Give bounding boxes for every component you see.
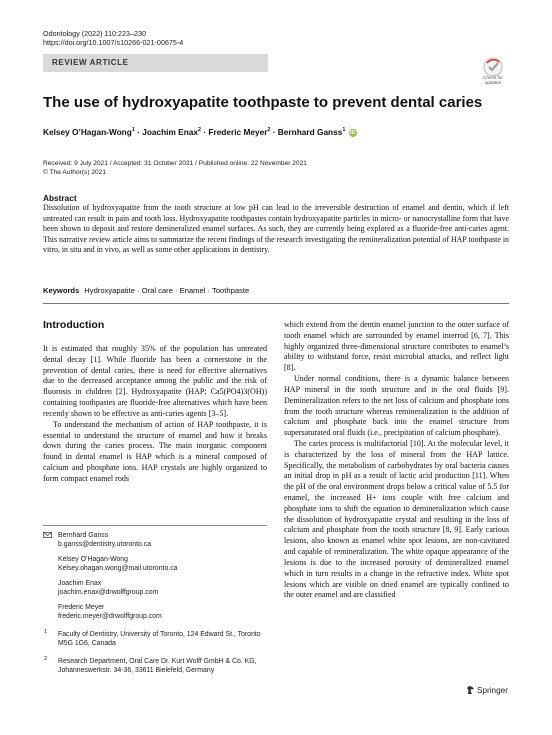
journal-citation: Odontology (2022) 110:223–230 [43, 29, 146, 38]
copyright-line: © The Author(s) 2021 [43, 169, 107, 176]
journal-header [43, 29, 183, 48]
article-title: The use of hydroxyapatite toothpaste to prevent dental caries [43, 94, 483, 111]
body-column-left [43, 344, 267, 485]
author-name[interactable]: Kelsey O’Hagan‑Wong [43, 127, 132, 137]
affiliation-note [43, 657, 267, 675]
contact-name: Frederic Meyer [58, 604, 105, 611]
author-contact [43, 603, 267, 621]
body-column-right [284, 320, 509, 601]
keywords-list: Hydroxyapatite · Oral care · Enamel · Toothpaste [84, 286, 250, 295]
publisher-name: Springer [477, 686, 508, 695]
affiliation-note [43, 630, 267, 648]
body-paragraph: The caries process is multifactorial [10]. At the molecular level, it is characterized by the loss of mineral from the HAP lattice. Specifically, the metabolism of carbohydrates by oral bacteria causes an initial drop in pH as a result of lactic acid production [11]. When the pH of the oral environment drops below a critical value of 5.5 for enamel, the increased H+ ions couple with free calcium and phosphate ions to shift the equation to demineralization which cause the dissolution of hydroxyapatite crystal and resulting in the loss of calcium and phosphate from the tooth structure [8, 9]. Early carious lesions, also known as enamel white spot lesions, are non-cavitated and capable of remineralization. The white opaque appearance of the lesions is due to the increased porosity of demineralized enamel which in turn results in a change in the refractive index. White spot lesions which are visible on dried enamel are typically confined to the outer enamel and are classified [284, 438, 509, 600]
affiliation-number: 2 [44, 656, 48, 662]
body-paragraph: Under normal conditions, there is a dynamic balance between HAP mineral in the tooth structure and in the oral fluids [9]. Demineralization refers to the net loss of calcium and phosphate ions from the tooth structure whereas remineralization is the addition of calcium and phosphate back into the enamel structure from supersaturated oral fluids (i.e., precipitation of calcium phosphate). [284, 374, 509, 438]
affiliation-text: Research Department, Oral Care Dr. Kurt Wolff GmbH & Co. KG, Johanneswerkstr. 34-36, 33611 Bielefeld, Germany [58, 658, 257, 674]
author-affiliation-mark: 2 [267, 127, 271, 134]
abstract-heading: Abstract [43, 193, 77, 203]
body-paragraph: which extend from the dentin enamel junction to the outer surface of tooth enamel which are surrounded by enamel interrod [6, 7]. This highly organized three-dimensional structure contributes to enamel’s ability to withstand force, resist microbial attacks, and reflect light [8]. [284, 320, 509, 373]
author-contact [43, 555, 267, 573]
orcid-icon[interactable]: iD [349, 130, 356, 136]
affiliation-text: Faculty of Dentistry, University of Toronto, 124 Edward St., Toronto M5G 1G6, Canada [58, 631, 261, 647]
contact-email[interactable]: b.ganss@dentistry.utoronto.ca [58, 541, 152, 548]
body-paragraph: To understand the mechanism of action of HAP toothpaste, it is essential to understand the structure of enamel and how it breaks down during the caries process. The main inorganic component found in dental enamel is HAP which is a mineral composed of calcium and phosphate ions. HAP crystals are highly organized to form compact enamel rods [43, 419, 267, 483]
author-affiliation-mark: 1 [342, 127, 346, 134]
publisher-mark [466, 685, 508, 695]
contact-email[interactable]: Kelsey.ohagan.wong@mail.utoronto.ca [58, 565, 178, 572]
author-name[interactable]: Bernhard Ganss [277, 127, 343, 137]
abstract-text: Dissolution of hydroxyapatite from the tooth structure at low pH can lead to the irreversible destruction of enamel and dentin, which if left untreated can result in pain and tooth loss. Hydroxyapatite toothpastes contain hydroxyapatite particles in micro- or nanocrystalline form that have been shown to deposit and restore demineralized enamel surfaces. As such, they are currently being explored as a fluoride-free anti-caries agent. This narrative review article aims to summarize the recent findings of the research investigating the remineralization potential of HAP toothpaste in vitro, in situ and in vivo, as well as some other applications in dentistry. [43, 203, 509, 255]
author-name[interactable]: Frederic Meyer [208, 127, 268, 137]
doi-link[interactable]: https://doi.org/10.1007/s10266-021-00675-4 [43, 38, 184, 48]
article-type-bar [43, 54, 268, 72]
springer-horse-icon [466, 685, 475, 695]
history-dates: Received: 9 July 2021 / Accepted: 31 October 2021 / Published online: 22 November 2021 [43, 160, 307, 167]
contact-email[interactable]: joachim.enax@drwolffgroup.com [58, 589, 159, 596]
footnotes [43, 531, 267, 675]
keywords-label: Keywords [43, 286, 80, 295]
author-separator: · [201, 127, 209, 137]
affiliation-number: 1 [44, 629, 48, 635]
author-contact [43, 579, 267, 597]
section-divider [43, 303, 509, 304]
contact-name: Joachim Enax [58, 580, 102, 587]
corresponding-contact [43, 531, 267, 549]
author-affiliation-mark: 2 [198, 127, 202, 134]
contact-name: Bernhard Ganss [58, 532, 109, 539]
author-name[interactable]: Joachim Enax [142, 127, 199, 137]
author-separator: · [134, 127, 143, 137]
author-separator: · [270, 127, 278, 137]
contact-email[interactable]: frederic.meyer@drwolffgroup.com [58, 613, 162, 620]
contact-name: Kelsey O’Hagan-Wong [58, 556, 128, 563]
check-for-updates-label[interactable]: Check for updates [483, 75, 503, 85]
introduction-heading: Introduction [43, 319, 105, 331]
envelope-icon [43, 532, 52, 538]
author-affiliation-mark: 1 [131, 127, 135, 134]
footnote-divider [43, 525, 267, 526]
publication-dates [43, 159, 307, 177]
article-type-label: REVIEW ARTICLE [52, 58, 129, 67]
author-list [43, 127, 357, 137]
body-paragraph: It is estimated that roughly 35% of the population has untreated dental decay [1]. While fluoride has been a cornerstone in the prevention of dental caries, there is need for effective alternatives due to the decreased acceptance among the public and the risk of fluorosis in children [2]. Hydroxyapatite (HAP; Ca5(PO4)3(OH)) containing toothpastes are fluoride-free alternatives which have been recently shown to be effective as anti-caries agents [3–5]. [43, 344, 267, 418]
keywords-line [43, 286, 249, 295]
